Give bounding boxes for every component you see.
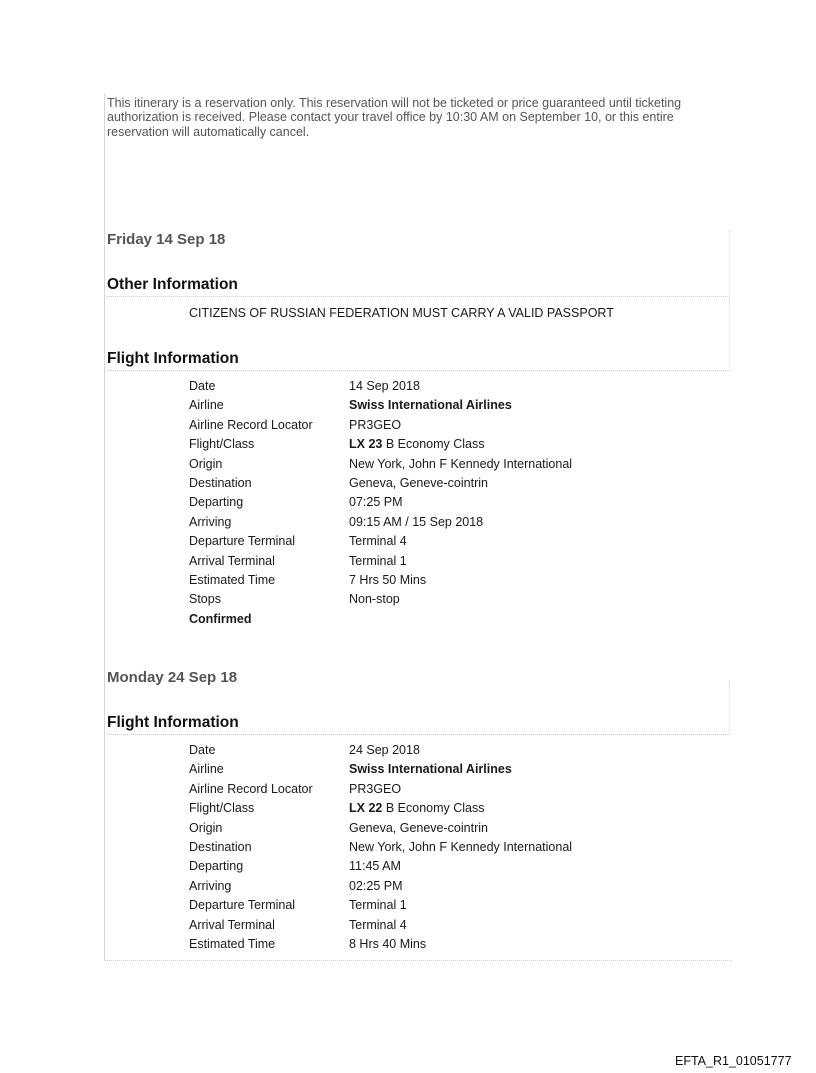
- field-label: Flight/Class: [189, 801, 255, 816]
- booking-status: Confirmed: [189, 611, 252, 626]
- fare-class: B Economy Class: [385, 437, 485, 452]
- field-label: Date: [189, 379, 216, 393]
- field-label: Departure Terminal: [189, 534, 296, 549]
- field-label: Origin: [189, 456, 223, 471]
- flight-information-heading: Flight Information: [107, 350, 730, 371]
- reservation-notice: This itinerary is a reservation only. This reservation will not be ticketed or price guaranteed until ticketing authorization is received. Please contact your travel office by 10:30 AM on September 10, or this entire reservation will automatically cancel.: [107, 96, 682, 139]
- field-value: 09:15 AM / 15 Sep 2018: [349, 514, 484, 529]
- field-label: Airline Record Locator: [189, 781, 313, 796]
- field-value: 8 Hrs 40 Mins: [349, 936, 427, 951]
- field-label: Flight/Class: [189, 437, 255, 452]
- field-value: Terminal 1: [349, 553, 407, 568]
- field-label: Departing: [189, 859, 244, 874]
- field-value: Geneva, Geneve-cointrin: [349, 820, 488, 835]
- field-value: 7 Hrs 50 Mins: [349, 572, 427, 587]
- field-value: 07:25 PM: [349, 495, 403, 510]
- flight-class-value: [349, 435, 485, 454]
- field-value: Non-stop: [349, 592, 400, 607]
- field-value: PR3GEO: [349, 417, 402, 432]
- field-label: Arrival Terminal: [189, 553, 275, 568]
- field-value: Terminal 1: [349, 898, 407, 913]
- date-heading-day-2: Monday 24 Sep 18: [107, 669, 238, 686]
- field-label: Destination: [189, 839, 252, 854]
- fare-class: B Economy Class: [385, 801, 485, 816]
- field-label: Date: [189, 743, 216, 757]
- other-information-text: CITIZENS OF RUSSIAN FEDERATION MUST CARRY A VALID PASSPORT: [189, 306, 614, 320]
- field-value: New York, John F Kennedy International: [349, 839, 573, 854]
- field-label: Destination: [189, 475, 252, 490]
- airline-name: Swiss International Airlines: [349, 762, 512, 777]
- field-value: New York, John F Kennedy International: [349, 456, 573, 471]
- document-id: EFTA_R1_01051777: [675, 1054, 792, 1068]
- flight-information-heading: Flight Information: [107, 714, 730, 735]
- field-label: Arrival Terminal: [189, 917, 275, 932]
- field-label: Arriving: [189, 878, 232, 893]
- field-value: 24 Sep 2018: [349, 743, 420, 757]
- field-label: Airline: [189, 398, 224, 413]
- other-information-heading: Other Information: [107, 276, 730, 297]
- field-value: 02:25 PM: [349, 878, 403, 893]
- field-label: Origin: [189, 820, 223, 835]
- field-label: Estimated Time: [189, 572, 276, 587]
- flight-number: LX 23: [349, 437, 383, 452]
- airline-name: Swiss International Airlines: [349, 398, 512, 413]
- field-label: Departure Terminal: [189, 898, 296, 913]
- field-value: 14 Sep 2018: [349, 379, 420, 393]
- field-value: Terminal 4: [349, 917, 407, 932]
- field-value: Terminal 4: [349, 534, 407, 549]
- field-label: Stops: [189, 592, 221, 607]
- field-label: Estimated Time: [189, 936, 276, 951]
- field-label: Arriving: [189, 514, 232, 529]
- field-value: PR3GEO: [349, 781, 402, 796]
- field-value: 11:45 AM: [349, 859, 401, 874]
- date-heading-day-1: Friday 14 Sep 18: [107, 231, 226, 248]
- flight-class-value: [349, 799, 485, 818]
- field-value: Geneva, Geneve-cointrin: [349, 475, 488, 490]
- field-label: Departing: [189, 495, 244, 510]
- field-label: Airline Record Locator: [189, 417, 313, 432]
- field-label: Airline: [189, 762, 224, 777]
- flight-number: LX 22: [349, 801, 383, 816]
